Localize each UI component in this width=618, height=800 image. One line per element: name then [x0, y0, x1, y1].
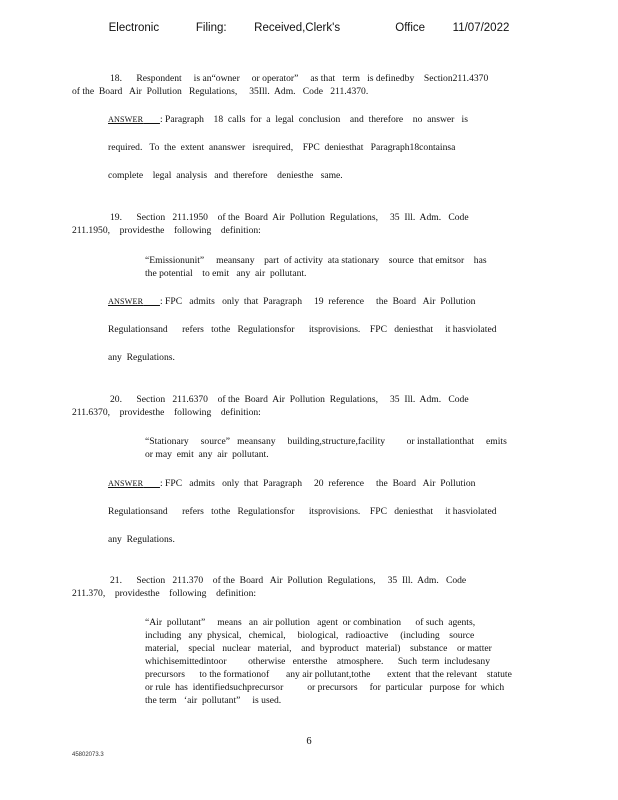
paragraph-20-line-1: 20. Section 211.6370 of the Board Air Pollution Regulations, 35 Ill. Adm. Code: [110, 394, 469, 405]
answer-19: [108, 295, 528, 365]
quote-20-line-2: or may emit any air pollutant.: [145, 449, 269, 460]
quote-21-line-2: including any physical, chemical, biological, radioactive (including source: [145, 630, 475, 641]
paragraph-18: [72, 72, 532, 98]
answer-19-line-2: Regulationsand refers tothe Regulationsfor itsprovisions. FPC deniesthat it hasviolated: [108, 324, 497, 335]
page-number: 6: [306, 736, 312, 747]
answer-20: [108, 477, 528, 547]
answer-19-line-1: [108, 295, 528, 309]
filing-header: Electronic Filing: Received,Clerk's Office 11/07/2022: [108, 22, 510, 34]
paragraph-18-line-2: of the Board Air Pollution Regulations, 35Ill. Adm. Code 211.4370.: [72, 86, 369, 97]
answer-19-line-3: any Regulations.: [108, 352, 175, 363]
answer-20-text-1: : FPC admits only that Paragraph 20 reference the Board Air Pollution: [159, 478, 476, 489]
paragraph-21-line-1: 21. Section 211.370 of the Board Air Pollution Regulations, 35 Ill. Adm. Code: [110, 575, 467, 586]
answer-20-line-3: any Regulations.: [108, 534, 175, 545]
quote-20-line-1: “Stationary source” meansany building,structure,facility or installationthat emits: [145, 436, 507, 447]
quote-21-line-7: the term ‘air pollutant” is used.: [145, 695, 282, 706]
quote-21-line-5: precursors to the formationof any air pollutant,tothe extent that the relevant statute: [145, 669, 512, 680]
paragraph-20: [72, 393, 532, 419]
answer-18-text-1: : Paragraph 18 calls for a legal conclusion and therefore no answer is: [159, 114, 468, 125]
quote-21-line-3: material, special nuclear material, and byproduct material) substance or matter: [145, 643, 492, 654]
quote-21-line-4: whichisemittedintoor otherwise entersthe atmosphere. Such term includesany: [145, 656, 491, 667]
paragraph-21: [72, 574, 532, 600]
quote-21: [145, 616, 545, 707]
answer-label: ANSWER: [108, 479, 144, 488]
quote-19: [145, 254, 545, 280]
answer-18-line-1: [108, 113, 528, 127]
answer-label-underline: [143, 114, 160, 125]
answer-18: [108, 113, 528, 183]
answer-label-underline: [143, 296, 160, 307]
quote-21-line-6: or rule has identifiedsuchprecursor or precursors for particular purpose for which: [145, 682, 505, 693]
quote-20: [145, 435, 545, 461]
paragraph-21-line-2: 211.370, providesthe following definition:: [72, 588, 257, 599]
answer-18-line-2: required. To the extent ananswer isrequired, FPC deniesthat Paragraph18containsa: [108, 142, 456, 153]
answer-19-text-1: : FPC admits only that Paragraph 19 reference the Board Air Pollution: [159, 296, 476, 307]
answer-18-line-3: complete legal analysis and therefore deniesthe same.: [108, 170, 343, 181]
paragraph-18-line-1: 18. Respondent is an“owner or operator” as that term is definedby Section211.4370: [110, 73, 489, 84]
paragraph-19-line-2: 211.1950, providesthe following definition:: [72, 225, 261, 236]
quote-19-line-1: “Emissionunit” meansany part of activity ata stationary source that emitsor has: [145, 255, 487, 266]
answer-20-line-1: [108, 477, 528, 491]
paragraph-19-line-1: 19. Section 211.1950 of the Board Air Pollution Regulations, 35 Ill. Adm. Code: [110, 212, 469, 223]
answer-label: ANSWER: [108, 297, 144, 306]
answer-label-underline: [143, 478, 160, 489]
answer-20-line-2: Regulationsand refers tothe Regulationsfor itsprovisions. FPC deniesthat it hasviolated: [108, 506, 497, 517]
quote-19-line-2: the potential to emit any air pollutant.: [145, 268, 307, 279]
answer-label: ANSWER: [108, 115, 144, 124]
quote-21-line-1: “Air pollutant” means an air pollution agent or combination of such agents,: [145, 617, 476, 628]
paragraph-19: [72, 211, 532, 237]
document-id: 45802073.3: [72, 752, 104, 758]
paragraph-20-line-2: 211.6370, providesthe following definition:: [72, 407, 261, 418]
